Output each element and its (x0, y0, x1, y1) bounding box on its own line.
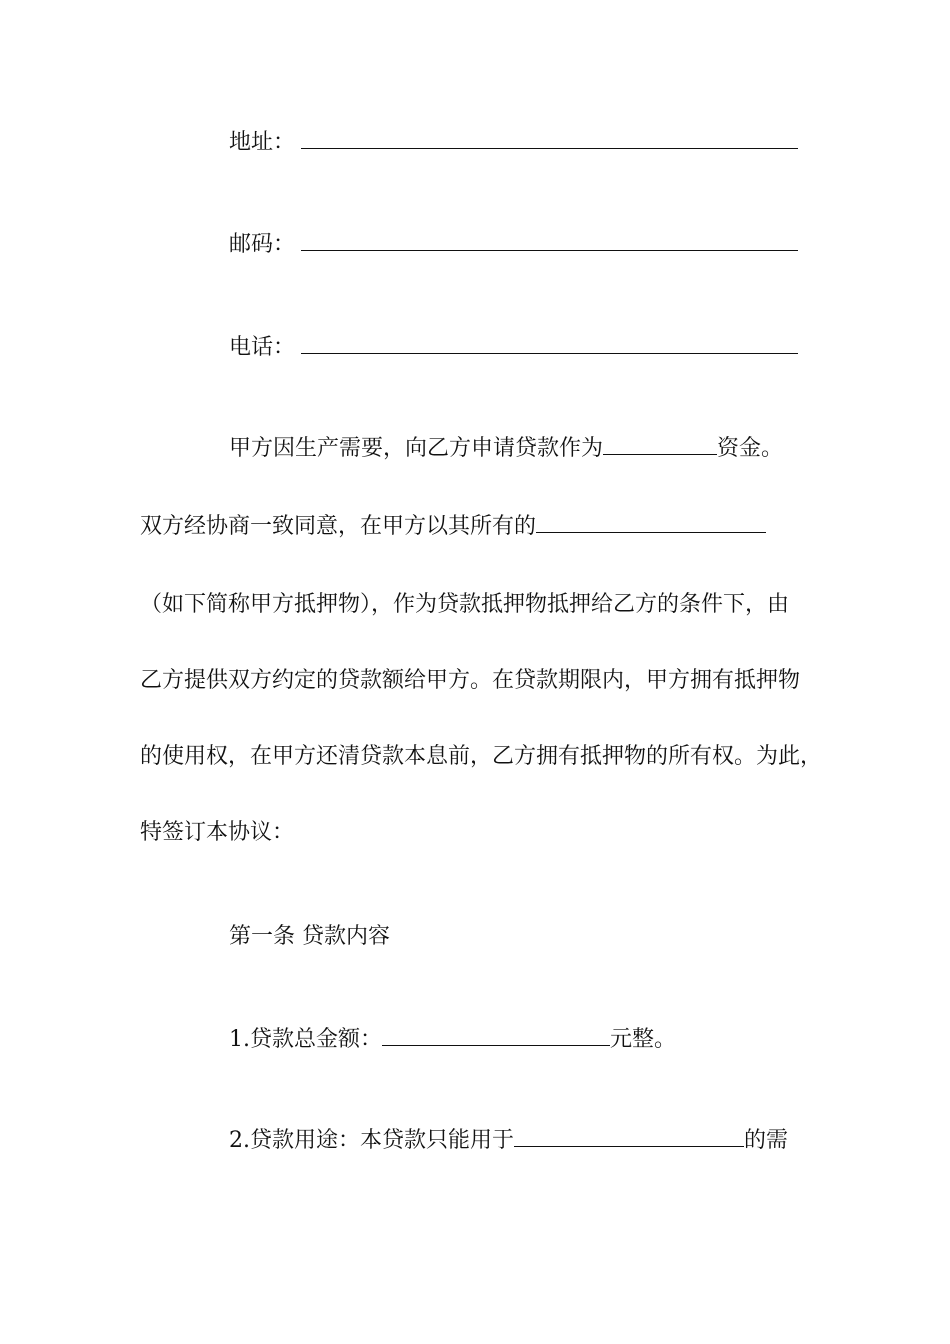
para1-line4 (140, 666, 800, 696)
item1-text-a: 1.贷款总金额： (229, 1027, 382, 1052)
item2-text-a: 2.贷款用途：本贷款只能用于 (229, 1128, 514, 1153)
collateral-blank[interactable] (536, 512, 766, 533)
postcode-blank[interactable] (301, 230, 798, 251)
fund-purpose-blank[interactable] (603, 434, 717, 455)
article1-item2 (229, 1126, 788, 1156)
para1-line3 (140, 590, 789, 620)
para1-text-d: （如下简称甲方抵押物），作为贷款抵押物抵押给乙方的条件下，由 (140, 592, 790, 617)
para1-line6 (140, 818, 294, 848)
para1-line5 (140, 742, 822, 772)
address-row (229, 128, 798, 158)
item1-text-b: 元整。 (610, 1027, 677, 1052)
para1-line1 (229, 434, 783, 464)
para1-text-c: 双方经协商一致同意，在甲方以其所有的 (140, 514, 537, 539)
para1-text-g: 特签订本协议： (140, 820, 295, 845)
article1-heading (229, 922, 390, 952)
phone-label: 电话： (229, 335, 296, 360)
para1-line2 (140, 512, 766, 542)
postcode-row (229, 230, 798, 260)
para1-text-e: 乙方提供双方约定的贷款额给甲方。在贷款期限内，甲方拥有抵押物 (140, 668, 801, 693)
address-blank[interactable] (301, 128, 798, 149)
total-amount-blank[interactable] (382, 1025, 610, 1046)
loan-usage-blank[interactable] (514, 1126, 744, 1147)
article1-item1 (229, 1025, 676, 1055)
postcode-label: 邮码： (229, 232, 296, 257)
para1-text-a: 甲方因生产需要，向乙方申请贷款作为 (229, 436, 604, 461)
article1-heading-text: 第一条 贷款内容 (229, 924, 390, 949)
para1-text-f: 的使用权，在甲方还清贷款本息前，乙方拥有抵押物的所有权。为此， (140, 744, 823, 769)
phone-row (229, 333, 798, 363)
item2-text-b: 的需 (744, 1128, 789, 1153)
phone-blank[interactable] (301, 333, 798, 354)
address-label: 地址： (229, 130, 296, 155)
para1-text-b: 资金。 (717, 436, 784, 461)
